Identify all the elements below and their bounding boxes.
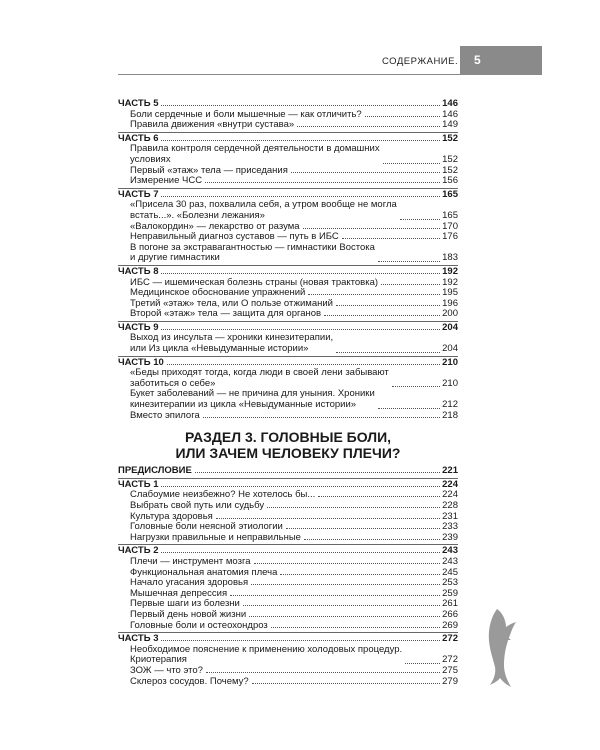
toc-entry bbox=[118, 411, 458, 422]
dot-leader bbox=[297, 126, 440, 127]
toc-section-2-parts bbox=[118, 99, 458, 421]
dot-leader bbox=[230, 595, 440, 596]
dot-leader bbox=[205, 182, 440, 183]
part-title: ЧАСТЬ 3 bbox=[118, 633, 159, 645]
part-title: ПРЕДИСЛОВИЕ bbox=[118, 465, 192, 477]
part-title: ЧАСТЬ 6 bbox=[118, 132, 159, 144]
entry-title: Измерение ЧСС bbox=[130, 175, 203, 187]
entry-page: 183 bbox=[442, 252, 458, 264]
entry-page: 279 bbox=[442, 675, 458, 687]
toc-entry bbox=[118, 621, 458, 632]
entry-page: 231 bbox=[442, 510, 458, 522]
dot-leader bbox=[392, 386, 440, 387]
part-title: ЧАСТЬ 9 bbox=[118, 321, 159, 333]
dot-leader bbox=[383, 163, 441, 164]
entry-page: 272 bbox=[442, 654, 458, 666]
dot-leader bbox=[161, 329, 440, 330]
dolphin-icon bbox=[476, 607, 518, 695]
entry-page: 152 bbox=[442, 153, 458, 165]
entry-page: 212 bbox=[442, 399, 458, 411]
dot-leader bbox=[381, 284, 440, 285]
toc-part-heading bbox=[118, 99, 458, 110]
entry-page: 233 bbox=[442, 521, 458, 533]
entry-title: Слабоумие неизбежно? Не хотелось бы... bbox=[130, 489, 316, 501]
dot-leader bbox=[254, 563, 441, 564]
entry-title: Третий «этаж» тела, или О пользе отжиманий bbox=[130, 297, 333, 309]
part-separator bbox=[118, 632, 458, 633]
part-page: 192 bbox=[442, 265, 458, 277]
header-rule bbox=[118, 74, 460, 75]
dot-leader bbox=[303, 228, 441, 229]
entry-title: Правила контроля сердечной деятельности в домашних условиях bbox=[130, 143, 380, 165]
dot-leader bbox=[342, 238, 440, 239]
entry-title: Головные боли и остеохондроз bbox=[130, 619, 268, 631]
entry-page: 195 bbox=[442, 287, 458, 299]
entry-title: Правила движения «внутри сустава» bbox=[130, 119, 295, 131]
part-page: 221 bbox=[442, 465, 458, 477]
toc-entry bbox=[118, 666, 458, 677]
entry-page: 176 bbox=[442, 231, 458, 243]
dot-leader bbox=[336, 352, 440, 353]
entry-title: Первый день новой жизни bbox=[130, 608, 247, 620]
entry-title: Культура здоровья bbox=[130, 510, 213, 522]
dot-leader bbox=[308, 294, 440, 295]
toc-part-heading bbox=[118, 267, 458, 278]
page-number-box bbox=[460, 46, 542, 75]
entry-page: 204 bbox=[442, 343, 458, 355]
dot-leader bbox=[318, 496, 440, 497]
entry-page: 228 bbox=[442, 500, 458, 511]
part-page: 165 bbox=[442, 188, 458, 200]
dot-leader bbox=[324, 315, 440, 316]
toc-entry bbox=[118, 533, 458, 544]
part-separator bbox=[118, 356, 458, 357]
dot-leader bbox=[161, 640, 440, 641]
dot-leader bbox=[378, 261, 440, 262]
section-title-line-1: РАЗДЕЛ 3. ГОЛОВНЫЕ БОЛИ, bbox=[184, 429, 392, 446]
dot-leader bbox=[280, 574, 440, 575]
entry-title: Медицинское обоснование упражнений bbox=[130, 287, 306, 299]
toc-entry bbox=[118, 610, 458, 621]
part-page: 272 bbox=[442, 633, 458, 645]
entry-title: Первый «этаж» тела — приседания bbox=[130, 164, 288, 176]
dot-leader bbox=[286, 528, 440, 529]
part-title: ЧАСТЬ 8 bbox=[118, 265, 159, 277]
entry-page: 239 bbox=[442, 531, 458, 543]
part-separator bbox=[118, 188, 458, 189]
dot-leader bbox=[400, 219, 440, 220]
entry-page: 152 bbox=[442, 164, 458, 176]
entry-page: 266 bbox=[442, 608, 458, 620]
entry-page: 149 bbox=[442, 119, 458, 131]
dot-leader bbox=[405, 663, 440, 664]
part-separator bbox=[118, 544, 458, 545]
toc-entry bbox=[118, 333, 458, 354]
part-separator bbox=[118, 132, 458, 133]
dot-leader bbox=[243, 605, 440, 606]
entry-title: В погоне за экстравагантностью — гимнастики Востока и другие гимнастики bbox=[130, 241, 375, 264]
entry-title: Выбрать свой путь или судьбу bbox=[130, 500, 265, 511]
dot-leader bbox=[161, 196, 440, 197]
entry-page: 170 bbox=[442, 220, 458, 232]
entry-title: Второй «этаж» тела — защита для органов bbox=[130, 308, 322, 320]
dot-leader bbox=[161, 486, 440, 487]
entry-page: 261 bbox=[442, 598, 458, 610]
toc-entry bbox=[118, 557, 458, 568]
part-page: 146 bbox=[442, 98, 458, 109]
entry-page: 192 bbox=[442, 276, 458, 288]
part-separator bbox=[118, 321, 458, 322]
part-page: 210 bbox=[442, 356, 458, 368]
toc-part-heading bbox=[118, 466, 458, 477]
part-title: ЧАСТЬ 7 bbox=[118, 188, 159, 200]
toc-entry bbox=[118, 176, 458, 187]
entry-title: «Присела 30 раз, похвалила себя, а утром вообще не могла встать...». «Болезни лежания» bbox=[130, 199, 397, 221]
dot-leader bbox=[267, 507, 440, 508]
dot-leader bbox=[161, 552, 440, 553]
entry-page: 245 bbox=[442, 566, 458, 578]
part-page: 204 bbox=[442, 321, 458, 333]
dot-leader bbox=[249, 616, 440, 617]
toc-entry bbox=[118, 389, 458, 410]
entry-page: 218 bbox=[442, 409, 458, 421]
dot-leader bbox=[195, 472, 440, 473]
part-title: ЧАСТЬ 10 bbox=[118, 356, 164, 368]
part-page: 243 bbox=[442, 545, 458, 557]
entry-title: Неправильный диагноз суставов — путь в ИБС bbox=[130, 231, 339, 243]
part-title: ЧАСТЬ 5 bbox=[118, 98, 159, 109]
entry-page: 259 bbox=[442, 587, 458, 599]
toc-entry bbox=[118, 368, 458, 389]
toc-entry bbox=[118, 645, 458, 666]
dot-leader bbox=[336, 305, 440, 306]
entry-page: 269 bbox=[442, 619, 458, 631]
entry-title: Первые шаги из болезни bbox=[130, 598, 240, 610]
entry-title: Боли сердечные и боли мышечные — как отличить? bbox=[130, 108, 362, 120]
part-page: 224 bbox=[442, 478, 458, 490]
entry-title: Головные боли неясной этиологии bbox=[130, 521, 283, 533]
dot-leader bbox=[304, 539, 440, 540]
part-title: ЧАСТЬ 2 bbox=[118, 545, 159, 557]
entry-title: ИБС — ишемическая болезнь страны (новая трактовка) bbox=[130, 276, 379, 288]
entry-page: 224 bbox=[442, 489, 458, 501]
entry-page: 243 bbox=[442, 555, 458, 567]
entry-title: Выход из инсульта — хроники кинезитерапии, или Из цикла «Невыдуманные истории» bbox=[130, 332, 334, 355]
dot-leader bbox=[167, 364, 440, 365]
section-title-line-2: ИЛИ ЗАЧЕМ ЧЕЛОВЕКУ ПЛЕЧИ? bbox=[175, 445, 401, 462]
entry-title: Начало угасания здоровья bbox=[130, 577, 249, 589]
entry-title: ЗОЖ — что это? bbox=[130, 664, 203, 676]
toc-entry bbox=[118, 144, 458, 165]
entry-title: Склероз сосудов. Почему? bbox=[130, 675, 249, 687]
dot-leader bbox=[365, 116, 440, 117]
dot-leader bbox=[252, 683, 440, 684]
dot-leader bbox=[161, 140, 440, 141]
entry-title: Необходимое пояснение к применению холодовых процедур. Криотерапия bbox=[130, 643, 403, 666]
toc-entry bbox=[118, 120, 458, 131]
dot-leader bbox=[161, 105, 440, 106]
entry-title: «Беды приходят тогда, когда люди в своей лени забывают заботиться о себе» bbox=[130, 367, 389, 389]
entry-page: 210 bbox=[442, 377, 458, 389]
entry-page: 196 bbox=[442, 297, 458, 309]
entry-page: 165 bbox=[442, 209, 458, 221]
dot-leader bbox=[216, 518, 440, 519]
entry-title: Плечи — инструмент мозга bbox=[130, 555, 251, 567]
toc-entry bbox=[118, 501, 458, 512]
dot-leader bbox=[206, 672, 440, 673]
page-number: 5 bbox=[474, 53, 481, 67]
entry-page: 200 bbox=[442, 308, 458, 320]
dot-leader bbox=[203, 417, 440, 418]
entry-page: 253 bbox=[442, 577, 458, 589]
part-separator bbox=[118, 265, 458, 266]
entry-title: Букет заболеваний — не причина для уныния. Хроники кинезитерапии из цикла «Невыдуманные истории» bbox=[130, 388, 375, 411]
section-title bbox=[118, 429, 458, 461]
running-title: СОДЕРЖАНИЕ. bbox=[382, 56, 459, 67]
dot-leader bbox=[161, 273, 440, 274]
dot-leader bbox=[251, 584, 440, 585]
entry-title: Вместо эпилога bbox=[130, 409, 200, 421]
dot-leader bbox=[271, 627, 440, 628]
table-of-contents bbox=[118, 99, 458, 687]
toc-entry bbox=[118, 243, 458, 264]
entry-page: 146 bbox=[442, 108, 458, 120]
part-separator bbox=[118, 478, 458, 479]
entry-title: Нагрузки правильные и неправильные bbox=[130, 531, 301, 543]
toc-entry bbox=[118, 200, 458, 221]
entry-title: Мышечная депрессия bbox=[130, 587, 228, 599]
dot-leader bbox=[291, 172, 440, 173]
toc-section-3-parts bbox=[118, 466, 458, 687]
part-title: ЧАСТЬ 1 bbox=[118, 478, 159, 490]
part-page: 152 bbox=[442, 132, 458, 144]
toc-entry bbox=[118, 677, 458, 688]
dot-leader bbox=[378, 408, 440, 409]
entry-page: 156 bbox=[442, 175, 458, 187]
toc-entry bbox=[118, 309, 458, 320]
entry-title: «Валокордин» — лекарство от разума bbox=[130, 220, 300, 232]
entry-page: 275 bbox=[442, 664, 458, 676]
entry-title: Функциональная анатомия плеча bbox=[130, 566, 278, 578]
